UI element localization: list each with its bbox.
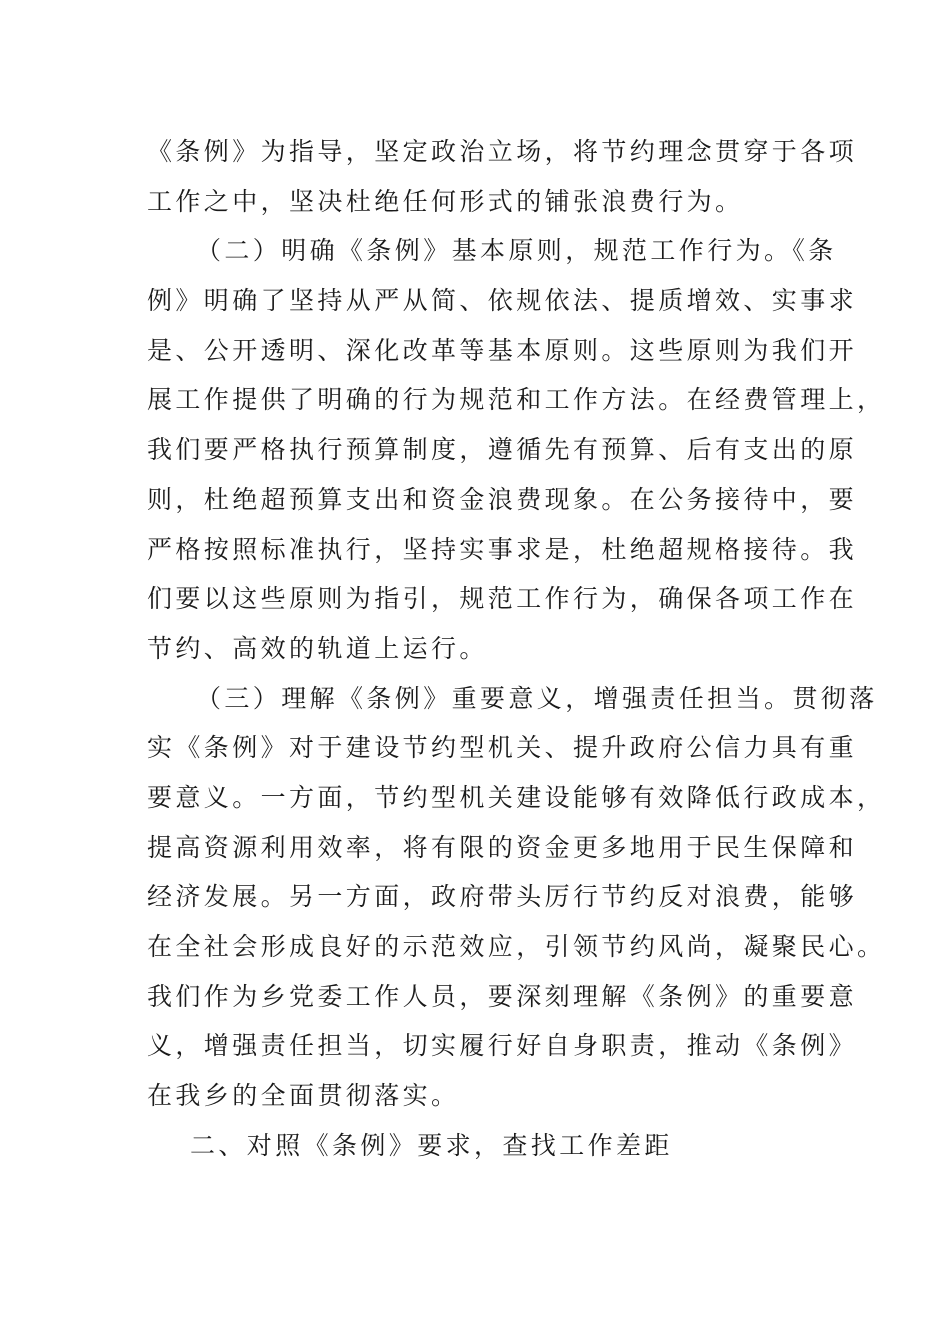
paragraph-line: 严格按照标准执行，坚持实事求是，杜绝超规格接待。我: [147, 534, 858, 564]
paragraph-line: 是、公开透明、深化改革等基本原则。这些原则为我们开: [147, 335, 858, 365]
paragraph-line: 实《条例》对于建设节约型机关、提升政府公信力具有重: [147, 733, 858, 763]
section-three-heading-line: （三）理解《条例》重要意义，增强责任担当。贯彻落: [196, 683, 878, 713]
paragraph-line: 们要以这些原则为指引，规范工作行为，确保各项工作在: [147, 584, 858, 614]
paragraph-line: 节约、高效的轨道上运行。: [147, 633, 488, 663]
paragraph-line: 则，杜绝超预算支出和资金浪费现象。在公务接待中，要: [147, 484, 858, 514]
paragraph-line: 要意义。一方面，节约型机关建设能够有效降低行政成本，: [147, 782, 886, 812]
paragraph-line: 在全社会形成良好的示范效应，引领节约风尚，凝聚民心。: [147, 932, 886, 961]
section-two-heading-line: （二）明确《条例》基本原则，规范工作行为。《条: [196, 236, 837, 266]
paragraph-line: 展工作提供了明确的行为规范和工作方法。在经费管理上，: [147, 385, 886, 415]
paragraph-line: 在我乡的全面贯彻落实。: [147, 1081, 460, 1111]
paragraph-line: 义，增强责任担当，切实履行好自身职责，推动《条例》: [147, 1031, 858, 1061]
part-two-heading: 二、对照《条例》要求，查找工作差距: [190, 1130, 673, 1160]
paragraph-line: 经济发展。另一方面，政府带头厉行节约反对浪费，能够: [147, 882, 858, 912]
paragraph-line: 我们要严格执行预算制度，遵循先有预算、后有支出的原: [147, 435, 858, 465]
paragraph-line: 《条例》为指导，坚定政治立场，将节约理念贯穿于各项: [147, 137, 858, 166]
paragraph-line: 提高资源利用效率，将有限的资金更多地用于民生保障和: [147, 832, 858, 862]
paragraph-line: 例》明确了坚持从严从简、依规依法、提质增效、实事求: [147, 286, 858, 316]
paragraph-line: 工作之中，坚决杜绝任何形式的铺张浪费行为。: [147, 186, 744, 216]
document-body: [147, 127, 886, 1170]
paragraph-line: 我们作为乡党委工作人员，要深刻理解《条例》的重要意: [147, 981, 858, 1011]
